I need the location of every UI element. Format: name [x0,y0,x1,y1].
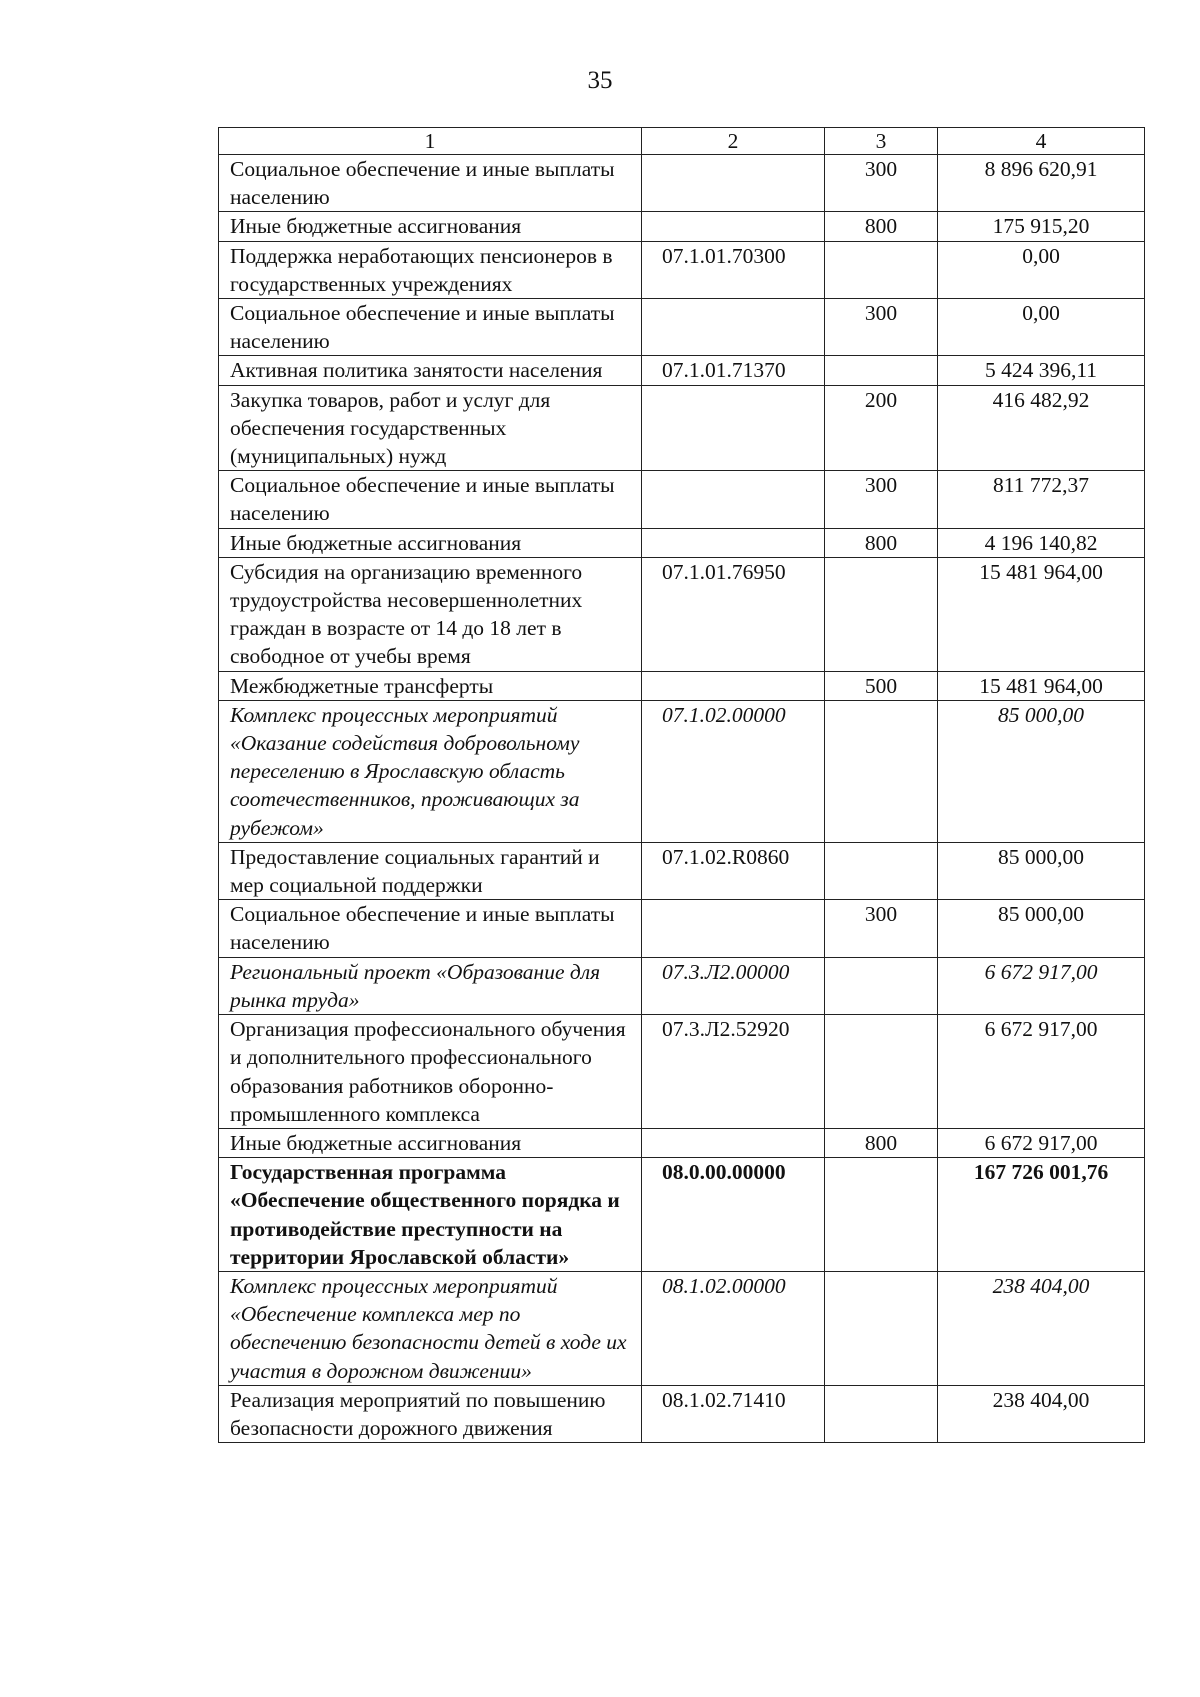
table-row [219,356,1145,385]
row-name-cell: Иные бюджетные ассигнования [219,1128,642,1157]
row-code-cell [642,212,825,241]
header-col-3: 3 [825,128,938,155]
row-code-cell: 07.3.Л2.52920 [642,1015,825,1129]
row-name-cell: Реализация мероприятий по повышению безопасности дорожного движения [219,1385,642,1442]
table-row [219,1271,1145,1385]
row-type-cell [825,957,938,1014]
row-name-cell: Иные бюджетные ассигнования [219,212,642,241]
row-amount-cell: 85 000,00 [938,700,1145,842]
row-amount-cell: 6 672 917,00 [938,1128,1145,1157]
row-type-cell [825,1271,938,1385]
table-row [219,471,1145,528]
row-type-cell: 800 [825,528,938,557]
table-row [219,155,1145,212]
table-row [219,957,1145,1014]
row-code-cell: 07.3.Л2.00000 [642,957,825,1014]
row-amount-cell: 175 915,20 [938,212,1145,241]
row-type-cell [825,356,938,385]
table-row [219,212,1145,241]
row-name-cell: Субсидия на организацию временного трудоустройства несовершеннолетних граждан в возрасте от 14 до 18 лет в свободное от учебы время [219,557,642,671]
row-amount-cell: 5 424 396,11 [938,356,1145,385]
row-name-cell: Социальное обеспечение и иные выплаты населению [219,155,642,212]
row-type-cell [825,557,938,671]
row-name-cell: Социальное обеспечение и иные выплаты населению [219,299,642,356]
row-name-cell: Закупка товаров, работ и услуг для обеспечения государственных (муниципальных) нужд [219,385,642,471]
header-col-2: 2 [642,128,825,155]
row-name-cell: Государственная программа «Обеспечение общественного порядка и противодействие преступности на территории Ярославской области» [219,1158,642,1272]
row-type-cell: 800 [825,212,938,241]
row-type-cell: 200 [825,385,938,471]
row-name-cell: Социальное обеспечение и иные выплаты населению [219,471,642,528]
table-row [219,1015,1145,1129]
row-amount-cell: 416 482,92 [938,385,1145,471]
row-code-cell [642,900,825,957]
row-name-cell: Социальное обеспечение и иные выплаты населению [219,900,642,957]
row-amount-cell: 238 404,00 [938,1271,1145,1385]
table-header-row [219,128,1145,155]
row-type-cell: 300 [825,155,938,212]
table-row [219,900,1145,957]
row-name-cell: Организация профессионального обучения и дополнительного профессионального образования работников оборонно-промышленного комплекса [219,1015,642,1129]
row-name-cell: Комплекс процессных мероприятий «Оказание содействия добровольному переселению в Ярославскую область соотечественников, проживающих за рубежом» [219,700,642,842]
row-amount-cell: 167 726 001,76 [938,1158,1145,1272]
table-row [219,671,1145,700]
row-type-cell [825,1015,938,1129]
row-type-cell [825,1385,938,1442]
table-row [219,299,1145,356]
row-type-cell [825,700,938,842]
row-amount-cell: 238 404,00 [938,1385,1145,1442]
row-amount-cell: 15 481 964,00 [938,557,1145,671]
row-name-cell: Комплекс процессных мероприятий «Обеспечение комплекса мер по обеспечению безопасности детей в ходе их участия в дорожном движении» [219,1271,642,1385]
row-code-cell: 08.0.00.00000 [642,1158,825,1272]
row-code-cell [642,385,825,471]
row-code-cell: 08.1.02.71410 [642,1385,825,1442]
row-type-cell [825,1158,938,1272]
row-name-cell: Поддержка неработающих пенсионеров в государственных учреждениях [219,241,642,298]
page-number: 35 [587,67,613,94]
row-name-cell: Межбюджетные трансферты [219,671,642,700]
row-type-cell: 500 [825,671,938,700]
header-col-4: 4 [938,128,1145,155]
row-name-cell: Иные бюджетные ассигнования [219,528,642,557]
budget-table [218,127,1145,1443]
table-row [219,385,1145,471]
table-row [219,1158,1145,1272]
row-code-cell: 08.1.02.00000 [642,1271,825,1385]
row-amount-cell: 6 672 917,00 [938,957,1145,1014]
row-code-cell: 07.1.02.R0860 [642,842,825,899]
row-amount-cell: 85 000,00 [938,900,1145,957]
header-col-1: 1 [219,128,642,155]
row-name-cell: Активная политика занятости населения [219,356,642,385]
row-type-cell: 300 [825,900,938,957]
row-amount-cell: 0,00 [938,241,1145,298]
row-amount-cell: 4 196 140,82 [938,528,1145,557]
budget-table-body [219,128,1145,1443]
table-row [219,1385,1145,1442]
row-type-cell: 800 [825,1128,938,1157]
row-type-cell [825,241,938,298]
row-code-cell: 07.1.01.71370 [642,356,825,385]
row-type-cell [825,842,938,899]
row-amount-cell: 15 481 964,00 [938,671,1145,700]
table-row [219,842,1145,899]
row-amount-cell: 0,00 [938,299,1145,356]
row-amount-cell: 6 672 917,00 [938,1015,1145,1129]
row-type-cell: 300 [825,299,938,356]
row-code-cell [642,299,825,356]
row-code-cell: 07.1.01.76950 [642,557,825,671]
row-code-cell [642,155,825,212]
table-row [219,700,1145,842]
row-type-cell: 300 [825,471,938,528]
row-amount-cell: 8 896 620,91 [938,155,1145,212]
row-code-cell [642,1128,825,1157]
table-row [219,528,1145,557]
row-amount-cell: 85 000,00 [938,842,1145,899]
row-code-cell [642,671,825,700]
row-code-cell: 07.1.02.00000 [642,700,825,842]
row-amount-cell: 811 772,37 [938,471,1145,528]
table-row [219,557,1145,671]
row-name-cell: Предоставление социальных гарантий и мер социальной поддержки [219,842,642,899]
row-code-cell: 07.1.01.70300 [642,241,825,298]
row-code-cell [642,528,825,557]
row-name-cell: Региональный проект «Образование для рынка труда» [219,957,642,1014]
row-code-cell [642,471,825,528]
table-row [219,1128,1145,1157]
table-row [219,241,1145,298]
